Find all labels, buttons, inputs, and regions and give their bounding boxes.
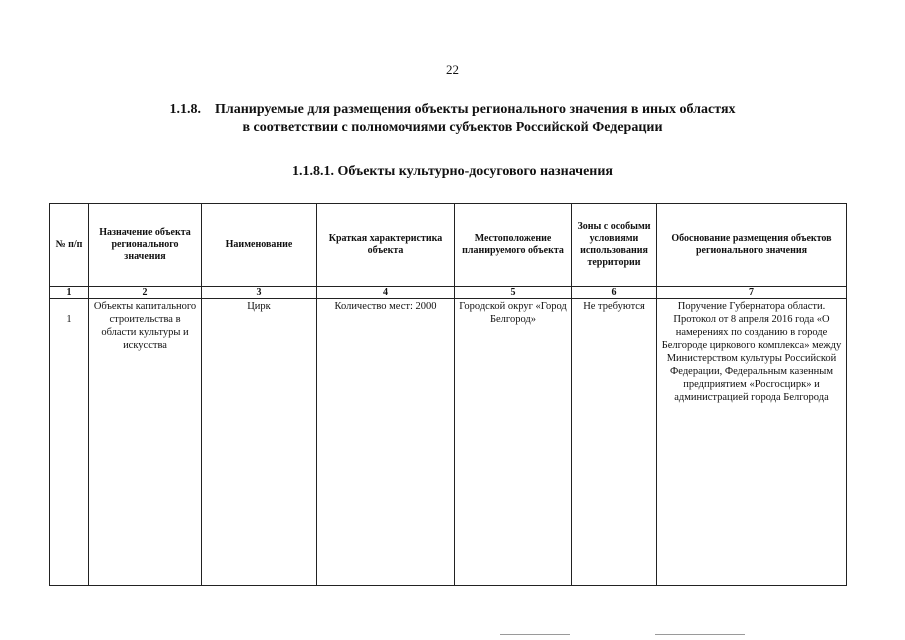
header-justification: Обоснование размещения объектов регионального значения xyxy=(657,204,847,287)
cell-zones: Не требуются xyxy=(572,299,657,586)
column-number: 5 xyxy=(455,287,572,299)
header-characteristic: Краткая характеристика объекта xyxy=(317,204,455,287)
objects-table xyxy=(49,203,847,586)
column-number: 3 xyxy=(202,287,317,299)
cell-location: Городской округ «Город Белгород» xyxy=(455,299,572,586)
scan-artifact-line xyxy=(500,634,570,635)
cell-characteristic: Количество мест: 2000 xyxy=(317,299,455,586)
table-header-row xyxy=(50,204,847,287)
header-number: № п/п xyxy=(50,204,89,287)
cell-purpose: Объекты капитального строительства в области культуры и искусства xyxy=(89,299,202,586)
section-heading-line-1 xyxy=(0,101,905,119)
cell-name: Цирк xyxy=(202,299,317,586)
column-number: 1 xyxy=(50,287,89,299)
column-number: 6 xyxy=(572,287,657,299)
scan-artifact-line xyxy=(655,634,745,635)
cell-number: 1 xyxy=(50,299,89,586)
section-title-line-1: Планируемые для размещения объекты регионального значения в иных областях xyxy=(214,102,736,117)
header-purpose: Назначение объекта регионального значения xyxy=(89,204,202,287)
section-heading xyxy=(0,101,905,137)
header-zones: Зоны с особыми условиями использования территории xyxy=(572,204,657,287)
column-number: 7 xyxy=(657,287,847,299)
section-title-line-2: в соответствии с полномочиями субъектов Российской Федерации xyxy=(242,120,663,135)
table-row xyxy=(50,299,847,586)
cell-justification: Поручение Губернатора области. Протокол от 8 апреля 2016 года «О намерениях по созданию в городе Белгороде циркового комплекса» между Министерством культуры Российской Федерации, Федеральным казенным предприятием «Росгосцирк» и администрацией города Белгорода xyxy=(657,299,847,586)
subsection-heading: 1.1.8.1. Объекты культурно-досугового назначения xyxy=(291,164,613,179)
section-number: 1.1.8. xyxy=(169,102,201,117)
column-number: 4 xyxy=(317,287,455,299)
page-number: 22 xyxy=(446,62,459,77)
header-location: Местоположение планируемого объекта xyxy=(455,204,572,287)
column-number: 2 xyxy=(89,287,202,299)
header-name: Наименование xyxy=(202,204,317,287)
column-number-row xyxy=(50,287,847,299)
